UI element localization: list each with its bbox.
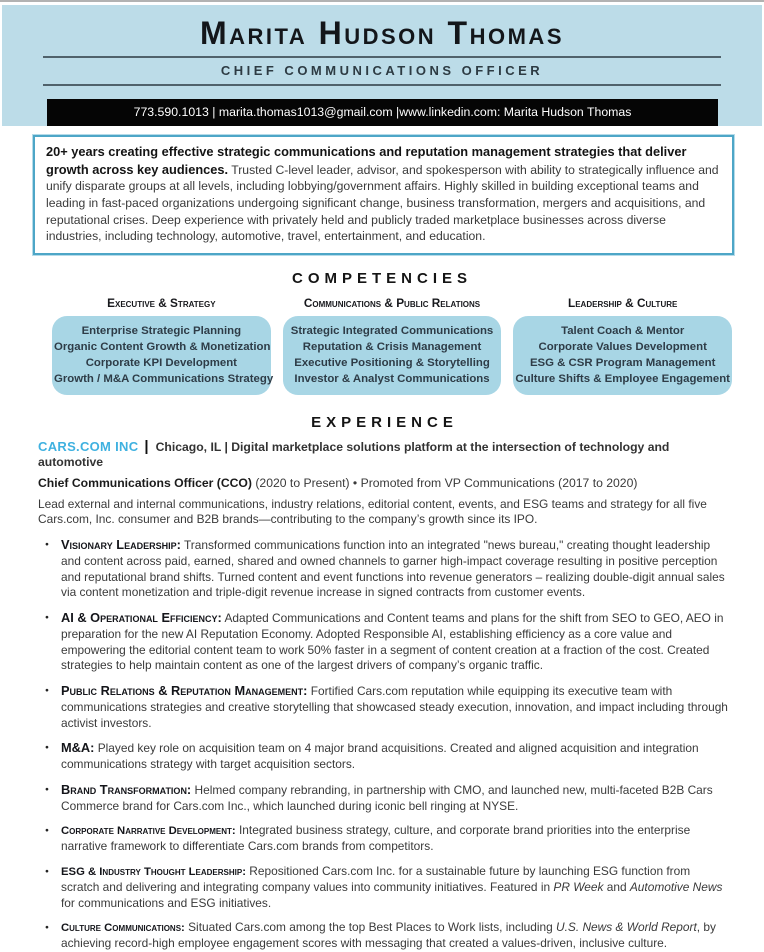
- competency-item: Investor & Analyst Communications: [294, 373, 490, 386]
- competency-item: Culture Shifts & Employee Engagement: [515, 373, 730, 386]
- competency-box: [52, 316, 274, 395]
- competency-category-label: Communications & Public Relations: [303, 295, 481, 310]
- candidate-title: CHIEF COMMUNICATIONS OFFICER: [220, 63, 544, 79]
- company-name: CARS.COM INC: [38, 438, 139, 454]
- competency-box: [513, 316, 732, 395]
- experience-bullet: [38, 864, 731, 911]
- bullet-heading: Public Relations & Reputation Management:: [61, 682, 308, 698]
- company-meta: Chicago, IL | Digital marketplace solutions platform at the intersection of technology and automotive: [38, 439, 670, 469]
- bullet-text: Fortified Cars.com reputation while equipping its executive team with communications strategies and creative storytelling that showcased steady execution, innovation, and impact including through activist investors.: [61, 683, 728, 730]
- candidate-name: Marita Hudson Thomas: [199, 15, 564, 51]
- experience-bullet: [38, 537, 731, 601]
- experience-heading: EXPERIENCE: [311, 413, 458, 431]
- competency-item: Enterprise Strategic Planning: [81, 324, 242, 337]
- header-banner: [2, 5, 762, 126]
- contact-text: 773.590.1013 | marita.thomas1013@gmail.com |www.linkedin.com: Marita Hudson Thomas: [133, 105, 632, 120]
- role-line: [38, 476, 731, 490]
- competencies-row: [52, 296, 732, 395]
- contact-bar: [47, 99, 718, 126]
- experience-section: [38, 414, 731, 952]
- experience-bullets: [38, 537, 731, 952]
- company-line: [38, 438, 731, 469]
- header-rule-bottom: [43, 84, 721, 86]
- role-meta: (2020 to Present) • Promoted from VP Communications (2017 to 2020): [255, 475, 638, 490]
- bullet-heading: Brand Transformation:: [61, 781, 192, 797]
- competency-item: ESG & CSR Program Management: [529, 357, 716, 370]
- competency-item: Executive Positioning & Storytelling: [294, 357, 490, 370]
- top-divider: [0, 0, 764, 2]
- bullet-text: Integrated business strategy, culture, and corporate brand priorities into the enterprise narrative framework to differentiate Cars.com brands from competitors.: [61, 823, 691, 854]
- bullet-text: for communications and ESG initiatives.: [61, 895, 272, 910]
- company-divider: |: [144, 437, 149, 455]
- bullet-text: Situated Cars.com among the top Best Places to Work lists, including: [188, 920, 557, 935]
- competency-category-label: Leadership & Culture: [568, 295, 678, 310]
- experience-bullet: [38, 610, 731, 674]
- bullet-heading: Corporate Narrative Development:: [61, 825, 236, 838]
- competencies-heading: COMPETENCIES: [291, 269, 472, 287]
- bullet-text: and: [603, 879, 630, 894]
- experience-bullet: [38, 823, 731, 855]
- summary-body: Trusted C-level leader, advisor, and spokesperson with ability to strategically influence and unify disparate groups at all levels, including lobbying/government affairs. Highly skilled in building exceptional teams and leading in fast-paced organizations undergoing significant change, business transformation, mergers and acquisitions, and reputational crises. Deep experience with privately held and publicly traded marketplace businesses across diverse industries, including technology, automotive, travel, entertainment, and education.: [46, 162, 719, 244]
- experience-bullet: [38, 920, 731, 952]
- competency-column: [283, 296, 502, 395]
- competency-column: [52, 295, 274, 395]
- bullet-text: Adapted Communications and Content teams and plans for the shift from SEO to GEO, AEO in preparation for the new AI Reputation Economy. Adopted Responsible AI, establishing efficiency as a core value and empowering the editorial content team to work 50% faster in a segment of content creation at a fraction of the cost. Created strategies to help maintain content as one of the largest drivers of company’s organic traffic.: [61, 610, 724, 673]
- bullet-text: Helmed company rebranding, in partnership with CMO, and launched new, multi-faceted B2B Cars Commerce brand for Cars.com Inc., which launched during iconic bell ringing at NYSE.: [61, 782, 713, 813]
- bullet-heading: Visionary Leadership:: [61, 536, 181, 552]
- experience-lead: Lead external and internal communications, industry relations, editorial content, events, and ESG teams and strategy for all five Cars.com, Inc. consumer and B2B brands—contributing to the company’s growth since its IPO.: [38, 496, 707, 527]
- bullet-text: , by achieving record-high employee engagement scores with messaging that created a values-driven, inclusive culture.: [61, 920, 716, 951]
- competency-category-label: Executive & Strategy: [107, 295, 216, 310]
- competencies-section: [0, 270, 764, 395]
- experience-bullet: [38, 782, 731, 815]
- bullet-text: Repositioned Cars.com Inc. for a sustainable future by launching ESG function from scratch and delivering and integrating company values into community initiatives. Featured in: [61, 864, 691, 894]
- bullet-text: Transformed communications function into an integrated "news bureau," creating thought leadership and content across paid, earned, shared and owned channels to garner high-impact coverage resulting in positive perception and reputational brand shifts. Turned content and event functions into revenue generators – realizing double-digit annual sales via content monetization and triple-digit revenue increase in signed contracts from customer events.: [61, 537, 725, 600]
- bullet-text: PR Week: [553, 879, 604, 894]
- competency-box: [283, 316, 502, 395]
- bullet-text: Automotive News: [629, 879, 723, 894]
- competency-item: Talent Coach & Mentor: [561, 324, 685, 337]
- competency-column: [513, 296, 732, 395]
- competency-item: Organic Content Growth & Monetization: [54, 340, 271, 353]
- summary-box: [33, 135, 734, 255]
- bullet-text: Played key role on acquisition team on 4 major brand acquisitions. Created and aligned acquisition and integration communications strategy with target acquisition sectors.: [61, 741, 699, 772]
- bullet-heading: AI & Operational Efficiency:: [61, 609, 222, 625]
- bullet-heading: ESG & Industry Thought Leadership:: [61, 866, 246, 878]
- bullet-text: U.S. News & World Report: [556, 920, 697, 935]
- role-title: Chief Communications Officer (CCO): [38, 475, 252, 490]
- bullet-heading: M&A:: [61, 740, 95, 756]
- experience-bullet: [38, 740, 731, 773]
- competency-item: Strategic Integrated Communications: [290, 324, 494, 337]
- experience-bullet: [38, 683, 731, 731]
- competency-item: Corporate KPI Development: [85, 357, 237, 370]
- summary-lead: 20+ years creating effective strategic communications and reputation management strategies that deliver growth across key audiences.: [46, 144, 687, 177]
- bullet-heading: Culture Communications:: [61, 922, 185, 935]
- competency-item: Corporate Values Development: [538, 340, 707, 353]
- competency-item: Growth / M&A Communications Strategy: [54, 373, 274, 386]
- competency-item: Reputation & Crisis Management: [302, 340, 482, 353]
